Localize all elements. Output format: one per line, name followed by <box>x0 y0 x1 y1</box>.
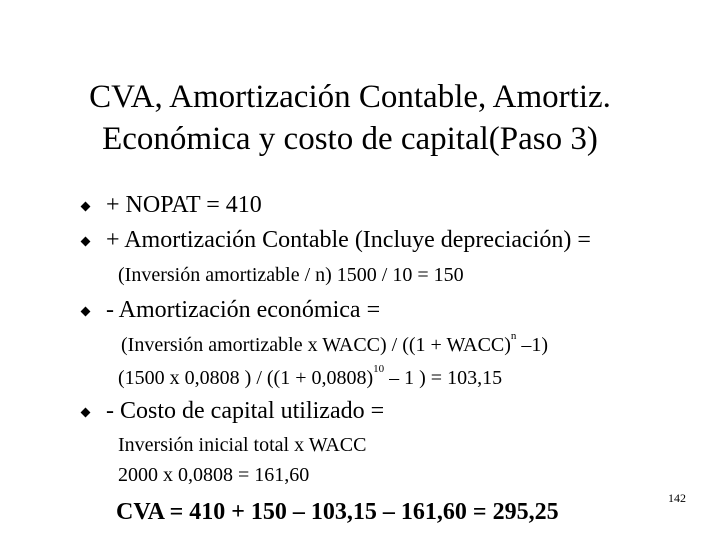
bullet-diamond-icon <box>81 237 91 247</box>
bullet-diamond-icon <box>81 307 91 317</box>
costo-capital-formula: Inversión inicial total x WACC <box>118 434 367 456</box>
nopat-line: + NOPAT = 410 <box>106 192 262 218</box>
page-number: 142 <box>668 491 686 505</box>
amortizacion-economica-formula <box>121 330 549 357</box>
amortizacion-economica-line: - Amortización económica = <box>106 297 381 323</box>
calc-exponent: 10 <box>373 363 385 375</box>
bullet-diamond-icon <box>81 408 91 418</box>
amortizacion-contable-line: + Amortización Contable (Incluye depreciación) = <box>106 227 591 253</box>
title-line-2: Económica y costo de capital(Paso 3) <box>102 121 598 157</box>
title-line-1: CVA, Amortización Contable, Amortiz. <box>89 79 611 115</box>
costo-capital-line: - Costo de capital utilizado = <box>106 398 385 424</box>
formula-exponent: n <box>510 330 517 342</box>
slide-title <box>0 76 700 160</box>
bullet-diamond-icon <box>81 202 91 212</box>
formula-text-a: (Inversión amortizable x WACC) / ((1 + WACC) <box>121 334 511 356</box>
calc-text-b: – 1 ) = 103,15 <box>384 367 503 389</box>
calc-text-a: (1500 x 0,0808 ) / ((1 + 0,0808) <box>118 367 374 389</box>
costo-capital-calc: 2000 x 0,0808 = 161,60 <box>118 464 310 486</box>
formula-text-b: –1) <box>516 334 549 356</box>
amortizacion-contable-formula: (Inversión amortizable / n) 1500 / 10 = 150 <box>118 264 464 286</box>
amortizacion-economica-calc <box>118 363 503 390</box>
cva-final-equation: CVA = 410 + 150 – 103,15 – 161,60 = 295,25 <box>116 499 559 525</box>
